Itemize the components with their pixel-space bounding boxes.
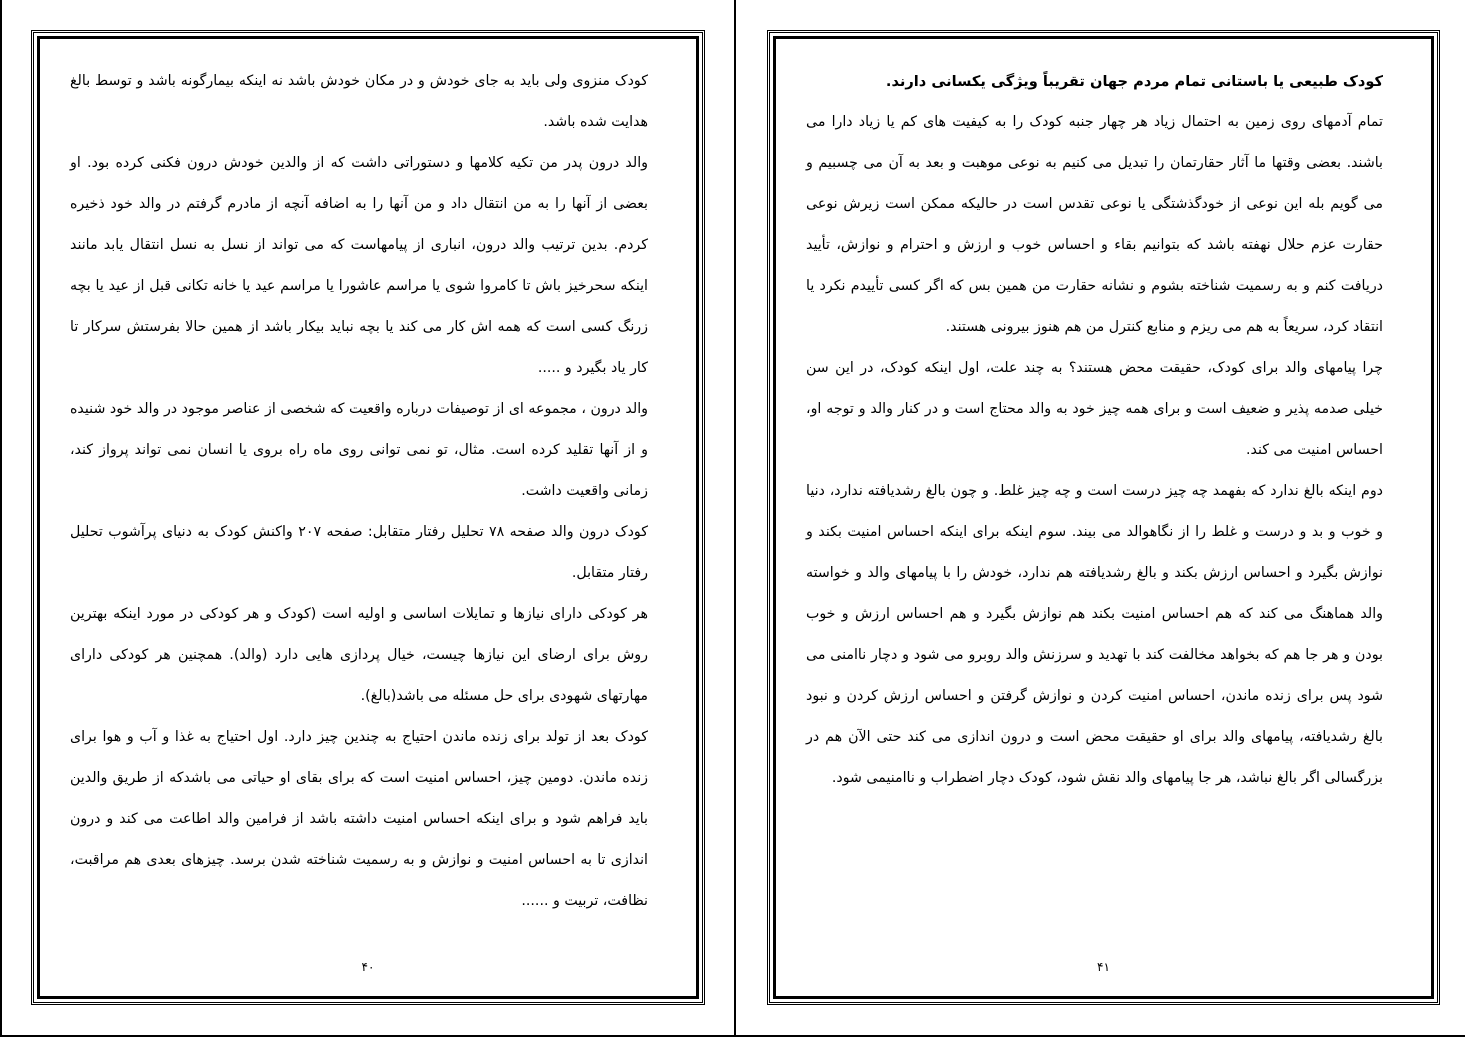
paragraph: چرا پیامهای والد برای کودک، حقیقت محض هستند؟ به چند علت، اول اینکه کودک، در این سن خیلی صدمه پذیر و ضعیف است و برای همه چیز خود به والد محتاج است و در کنار والد و توجه او، احساس امنیت می کند. [806,360,1383,458]
right-page [767,30,1440,1005]
left-page-text [70,61,648,922]
left-page-frame [37,36,699,999]
section-heading: کودک طبیعی یا باستانی تمام مردم جهان تقریباً ویژگی یکسانی دارند. [885,73,1383,90]
paragraph: دوم اینکه بالغ ندارد که بفهمد چه چیز درست است و چه چیز غلط. و چون بالغ رشدیافته ندارد، دنیا و خوب و بد و درست و غلط را از نگاهوالد می بیند. سوم اینکه برای اینکه احساس امنیت بکند و نوازش بگیرد و احساس ارزش بکند و بالغ رشدیافته هم ندارد، خودش را با پیامهای والد و خواسته والد هماهنگ می کند که هم احساس امنیت بکند هم نوازش بگیرد و هم احساس ارزش و خوب بودن و هر جا هم که بخواهد مخالفت کند با تهدید و سرزنش والد روبرو می شود و دچار ناامنی می شود پس برای زنده ماندن، احساس امنیت کردن و نوازش گرفتن و احساس ارزش کردن و نبود بالغ رشدیافته، پیامهای والد برای او حقیقت محض است و درون اندازی می کند حتی الآن هم در بزرگسالی اگر بالغ نباشد، هر جا پیامهای والد نقش شود، کودک دچار اضطراب و ناامنیمی شود. [806,483,1383,786]
page-divider [734,0,736,1035]
right-page-text [806,61,1383,799]
paragraph: کودک منزوی ولی باید به جای خودش و در مکان خودش باشد نه اینکه بیمارگونه باشد و توسط بالغ هدایت شده باشد. [70,73,648,130]
paragraph: والد درون پدر من تکیه کلامها و دستوراتی داشت که از والدین خودش درون فکنی کرده بود. او بعضی از آنها را به من انتقال داد و من آنها را به اضافه آنچه از مادرم گرفتم در والد خود ذخیره کردم. بدین ترتیب والد درون، انباری از پیامهاست که می تواند از نسل به نسل انتقال یابد مانند اینکه سحرخیز باش تا کامروا شوی یا مراسم عاشورا یا مراسم عید یا خانه تکانی قبل از عید یا بچه زرنگ کسی است که همه اش کار می کند یا بچه نباید بیکار باشد از همین حالا بفرستش سرکار تا کار یاد بگیرد و ..... [70,155,648,376]
right-page-frame [773,36,1434,999]
paragraph: تمام آدمهای روی زمین به احتمال زیاد هر چهار جنبه کودک را به کیفیت های کم یا زیاد دارا می باشند. بعضی وقتها ما آثار حقارتمان را تبدیل می کنیم به نوعی موهبت و بعد به آن می چسبیم و می گویم بله این نوعی از خودگذشتگی یا نوعی تقدس است در حالیکه ممکن است زیرش نوعی حقارت عزم حلال نهفته باشد که بتوانیم بقاء و احساس خوب و ارزش و احترام و نوازش، تأیید دریافت کنم و به رسمیت شناخته بشوم و نشانه حقارت من همین بس که اگر کسی تأییدم نکرد یا انتقاد کرد، سریعاً به هم می ریزم و منابع کنترل من هم هنوز بیرونی هستند. [806,114,1383,335]
left-page [31,30,705,1005]
paragraph: والد درون ، مجموعه ای از توصیفات درباره واقعیت که شخصی از عناصر موجود در والد خود شنیده و از آنها تقلید کرده است. مثال، تو نمی توانی روی ماه راه بروی یا انسان نمی تواند پرواز کند، زمانی واقعیت داشت. [70,401,648,499]
paragraph: کودک بعد از تولد برای زنده ماندن احتیاج به چندین چیز دارد. اول احتیاج به غذا و آب و هوا برای زنده ماندن. دومین چیز، احساس امنیت است که برای بقای او حیاتی می باشدکه از طریق والدین باید فراهم شود و برای اینکه احساس امنیت داشته باشد از فرامین والد اطاعت می کند و درون اندازی تا به احساس امنیت و نوازش و به رسمیت شناخته شدن برسد. چیزهای بعدی هم مراقبت، نظافت، تربیت و ...... [70,729,648,909]
paragraph: هر کودکی دارای نیازها و تمایلات اساسی و اولیه است (کودک و هر کودکی در مورد اینکه بهترین روش برای ارضای این نیازها چیست، خیال پردازی هایی دارد (والد). همچنین هر کودکی دارای مهارتهای شهودی برای حل مسئله می باشد(بالغ). [70,606,648,704]
page-number: ۴۱ [1097,960,1110,974]
page-number: ۴۰ [361,960,375,974]
paragraph: کودک درون والد صفحه ۷۸ تحلیل رفتار متقابل: صفحه ۲۰۷ واکنش کودک به دنیای پرآشوب تحلیل رفتار متقابل. [70,524,648,581]
